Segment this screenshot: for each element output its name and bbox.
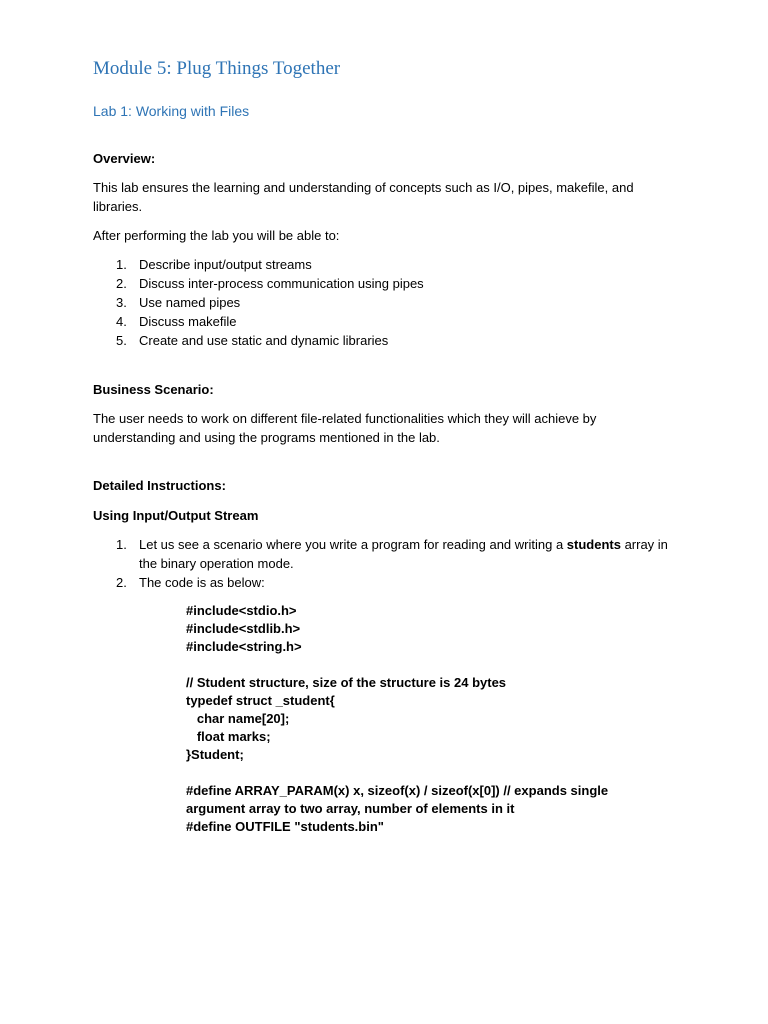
code-line: #include<stdlib.h> <box>186 621 301 636</box>
code-line: #include<stdio.h> <box>186 603 297 618</box>
list-item: 5. Create and use static and dynamic libraries <box>116 333 389 348</box>
overview-heading: Overview: <box>93 151 156 166</box>
overview-intro: After performing the lab you will be able to: <box>93 228 340 243</box>
stream-heading: Using Input/Output Stream <box>93 508 259 523</box>
code-line: float marks; <box>186 729 271 744</box>
code-line: char name[20]; <box>186 711 290 726</box>
list-item: 2. The code is as below: <box>116 575 265 590</box>
code-block <box>186 602 656 836</box>
list-item: 2. Discuss inter-process communication using pipes <box>116 276 424 291</box>
code-line: #include<string.h> <box>186 639 302 654</box>
scenario-text: The user needs to work on different file-related functionalities which they will achieve by understanding and using the programs mentioned in the lab. <box>93 411 597 445</box>
list-item: 4. Discuss makefile <box>116 314 237 329</box>
code-line: #define OUTFILE "students.bin" <box>186 819 384 834</box>
detailed-instructions-heading: Detailed Instructions: <box>93 478 226 493</box>
steps-list <box>93 535 673 592</box>
list-item: 1. Describe input/output streams <box>116 257 312 272</box>
code-line: // Student structure, size of the structure is 24 bytes <box>186 675 507 690</box>
code-line: argument array to two array, number of elements in it <box>186 801 515 816</box>
scenario-heading: Business Scenario: <box>93 382 214 397</box>
list-item: 1. Let us see a scenario where you write a program for reading and writing a students array in the binary operation mode. <box>116 537 668 571</box>
module-title: Module 5: Plug Things Together <box>93 58 341 79</box>
code-line: typedef struct _student{ <box>186 693 335 708</box>
code-line: #define ARRAY_PARAM(x) x, sizeof(x) / sizeof(x[0]) // expands single <box>186 783 609 798</box>
objectives-list <box>93 255 424 350</box>
code-line: }Student; <box>186 747 244 762</box>
list-item: 3. Use named pipes <box>116 295 241 310</box>
overview-text: This lab ensures the learning and understanding of concepts such as I/O, pipes, makefile, and libraries. <box>93 180 634 214</box>
lab-title: Lab 1: Working with Files <box>93 103 250 119</box>
